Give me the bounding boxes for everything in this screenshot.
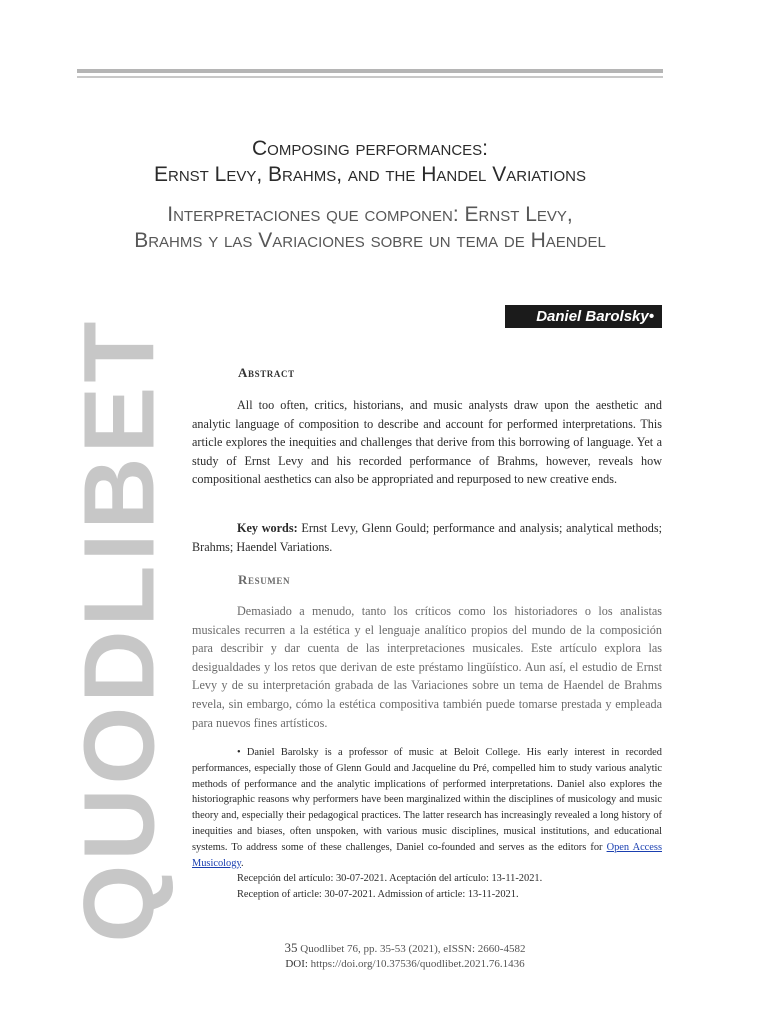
footnote-bio [192,745,662,871]
keywords-label: Key words: [237,521,298,535]
journal-brand-text: QUODLIBET [63,317,175,943]
abstract-text: All too often, critics, historians, and music analysts draw upon the aesthetic and analytic language of composition to describe and account for performed interpretations. This article explores the inequities and challenges that derive from this borrowing of language. Yet a study of Ernst Levy and his recorded performance of Brahms, however, reveals how compositional aesthetics can also be appropriated and repurposed to new creative ends. [192,398,662,487]
resumen-heading: Resumen [238,572,291,587]
keywords [192,519,662,556]
page-number: 35 [284,940,298,955]
title-es-line1: Interpretaciones que componen: Ernst Levy, [167,203,573,226]
author-footnote [192,745,662,903]
footer-citation-line [230,940,580,957]
reception-date-spanish: Recepción del artículo: 30-07-2021. Aceptación del artículo: 13-11-2021. [237,873,543,885]
top-rule [77,69,663,73]
abstract-heading: Abstract [238,365,295,380]
author-badge: Daniel Barolsky• [505,305,662,328]
title-en-line1: Composing performances: [251,137,489,160]
page-footer [230,940,580,972]
article-title-english [80,136,660,188]
top-rule-secondary [77,76,663,78]
footer-doi-line [230,957,580,972]
footnote-bio-text: • Daniel Barolsky is a professor of music at Beloit College. His early interest in recorded performances, especially those of Glenn Gould and Jacqueline du Pré, compelled him to study various analytic methods of performance and the analytic implications of performed interpretations. Daniel also explores the historiographic reasons why performers have been marginalized within the disciplines of musicology and music theory and, especially their pedagogical practices. The latter research has increasingly revealed a long history of inequities and biases, often unspoken, with various music disciplines, musical institutions, and educational systems. To address some of these challenges, Daniel co-founded and serves as the editors for [192,747,662,853]
journal-brand-vertical [63,317,175,943]
title-es-line2: Brahms y las Variaciones sobre un tema de Haendel [134,229,606,252]
open-access-musicology-link[interactable]: Open Access Musicology [192,841,662,869]
title-en-line2: Ernst Levy, Brahms, and the Handel Variations [154,163,586,186]
resumen-text: Demasiado a menudo, tanto los críticos como los historiadores o los analistas musicales recurren a la estética y el lenguaje analítico propios del mundo de la composición para describir y dar cuenta de las interpretaciones musicales. Este artículo explora las desigualdades y los retos que derivan de este préstamo lingüístico. Aun así, el estudio de Ernst Levy y de su interpretación grabada de las Variaciones sobre un tema de Haendel de Brahms revela, sin embargo, cómo la estética compositiva también puede tomarse prestada y empleada para nuevos fines artísticos. [192,604,662,730]
doi-label: DOI: [285,958,308,970]
article-title-spanish [80,202,660,254]
reception-date-english: Reception of article: 30-07-2021. Admission of article: 13-11-2021. [237,889,519,901]
footnote-link-suffix: . [240,857,244,869]
keywords-text: Ernst Levy, Glenn Gould; performance and analysis; analytical methods; Brahms; Haendel Variations. [192,521,662,554]
doi-link[interactable]: https://doi.org/10.37536/quodlibet.2021.76.1436 [310,958,525,970]
footer-citation: Quodlibet 76, pp. 35-53 (2021), eISSN: 2660-4582 [300,943,526,955]
